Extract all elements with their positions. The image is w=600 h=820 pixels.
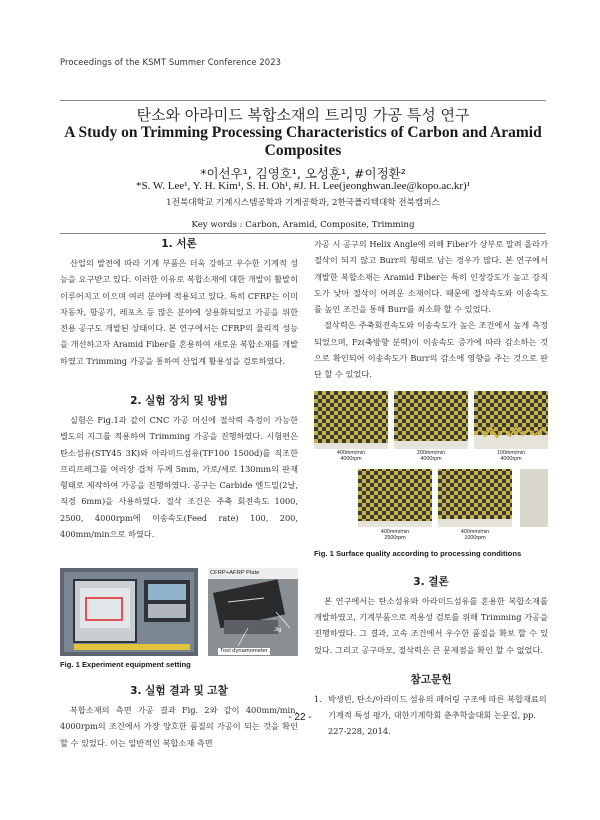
reference-number: 1. bbox=[314, 693, 322, 704]
affiliation: 1전북대학교 기계시스템공학과 기계공학과, 2한국폴리텍대학 전북캠퍼스 bbox=[166, 198, 440, 208]
proceedings-header: Proceedings of the KSMT Summer Conference 2023 bbox=[60, 57, 282, 67]
tile-label-1: 400mm/min 4000rpm bbox=[336, 449, 366, 463]
results-paragraph-right-2: 절삭력은 주축회전속도와 이송속도가 높은 조건에서 높게 측정되었으며, Fz(축방향 분력)이 이송속도 증가에 따라 감소하는 것으로 확인되어 이송속도가 Burr의 감소에 영향을 주는 것으로 판단 할 수 있었다. bbox=[314, 320, 548, 380]
figure-1-caption: Fig. 1 Experiment equipment setting bbox=[60, 660, 191, 669]
tile-label-2: 200mm/min 4000rpm bbox=[416, 449, 446, 463]
section-heading-experiment: 2. 실험 장치 및 방법 bbox=[130, 395, 228, 407]
surface-quality-photos bbox=[314, 391, 548, 545]
section-heading-results: 3. 실험 결과 및 고찰 bbox=[130, 685, 228, 697]
tile-label-5: 400mm/min 1000rpm bbox=[460, 528, 490, 542]
tile-label-3: 100mm/min 4000rpm bbox=[496, 449, 526, 463]
reference-text: 박생빈, 탄소/아라미드 섬유의 페어링 구조에 따른 복합재료의 기계적 특성 평가, 대한기계학회 춘추학술대회 논문집, pp. 227-228, 2014. bbox=[328, 693, 547, 737]
right-column bbox=[314, 236, 548, 740]
header-divider bbox=[60, 100, 546, 101]
authors-korean: *이선우¹, 김영호¹, 오성훈¹, #이정환² bbox=[200, 166, 406, 181]
title-english: A Study on Trimming Processing Characteristics of Carbon and Aramid Composites bbox=[64, 124, 542, 159]
figure-2-caption: Fig. 1 Surface quality according to processing conditions bbox=[314, 548, 522, 558]
cnc-machine-photo bbox=[60, 568, 198, 656]
left-column bbox=[60, 236, 298, 751]
results-paragraph-left: 복합소재의 측면 가공 결과 Fig. 2와 같이 400mm/min, 4000rpm의 조건에서 가장 양호한 품질의 가공이 되는 것을 확인 할 수 있었다. 이는 일반적인 복합소재 측면 bbox=[60, 705, 298, 748]
label-plate: CFRP+AFRP Plate bbox=[210, 570, 260, 576]
page-number: - 22 - bbox=[288, 712, 312, 723]
section-heading-conclusion: 3. 결론 bbox=[413, 575, 449, 588]
intro-paragraph: 산업의 발전에 따라 기계 부품은 더욱 강하고 우수한 기계적 성능을 요구받고 있다. 이러한 이유로 복합소재에 대한 개발이 활발히 이루어지고 이으며 여러 분야에 적용되고 있다. 특히 CFRP는 이미 자동차, 항공기, 레포츠 등 많은 분야에 상용화되었고 가공을 위한 전용 공구도 개발된 상태이다. 본 연구에서는 CFRP의 물리적 성능을 개선하고자 Aramid Fiber를 혼용하여 새로운 복합소재를 개발하였고 Trimming 가공을 통하여 산업계 활용성을 검토하였다. bbox=[60, 258, 298, 366]
results-paragraph-right-1: 가공 시 공구의 Helix Angle에 의해 Fiber가 상부로 말려 올라가 절삭이 되지 않고 Burr의 형태로 남는 경우가 많다. 본 연구에서 개발한 복합소재는 Aramid Fiber는 특히 인장강도가 높고 강직도가 낮아 절삭이 어려운 소재이다. 때문에 절삭속도와 이송속도를 높인 조건을 통해 Burr를 최소화 할 수 있었다. bbox=[314, 239, 548, 315]
keywords-divider bbox=[60, 233, 546, 234]
experiment-paragraph: 실험은 Fig.1과 같이 CNC 가공 머신에 절삭력 측정이 가능한 별도의 지그를 적용하여 Trimming 가공을 진행하였다. 시험편은 탄소섬유(STY45 3K)와 아라미드섬유(TF100 1500d)를 직조한 프리프레그를 여러장 겹처 두께 5mm, 가로/세로 130mm의 판재 형태로 제작하여 가공을 진행하였다. 공구는 Carbide 엔드밀(2날, 직경 6mm)을 사용하였다. 절삭 조건은 주축 회전속도 1000, 2500, 4000rpm에 이송속도(Feed rate) 100, 200, 400mm/min으로 하였다. bbox=[60, 415, 298, 540]
tile-label-4: 400mm/min 2500rpm bbox=[380, 528, 410, 542]
label-dyno: Tool dynamometer bbox=[220, 648, 268, 654]
keywords: Key words : Carbon, Aramid, Composite, Trimming bbox=[191, 220, 415, 230]
figure-2 bbox=[314, 391, 548, 545]
title-korean: 탄소와 아라미드 복합소재의 트리밍 가공 특성 연구 bbox=[136, 106, 470, 124]
references-heading: 참고문헌 bbox=[410, 673, 452, 686]
figure-1 bbox=[60, 568, 298, 656]
label-jig: Jig bbox=[274, 627, 282, 633]
authors-english: *S. W. Lee¹, Y. H. Kim¹, S. H. Oh¹, #J. H. Lee(jeonghwan.lee@kopo.ac.kr)¹ bbox=[135, 180, 471, 192]
conclusion-paragraph: 본 연구에서는 탄소섬유와 아라미드섬유를 혼용한 복합소재를 개발하였고, 기계부품으로 적용성 검토를 위해 Trimming 가공을 진행하였다. 그 결과, 고속 조건에서 우수한 품질을 확보 할 수 있었다. 그리고 공구마모, 절삭력은 큰 문제점을 확인 할 수 없었다. bbox=[314, 595, 548, 655]
section-heading-intro: 1. 서론 bbox=[161, 238, 197, 250]
jig-setup-photo bbox=[208, 568, 298, 656]
